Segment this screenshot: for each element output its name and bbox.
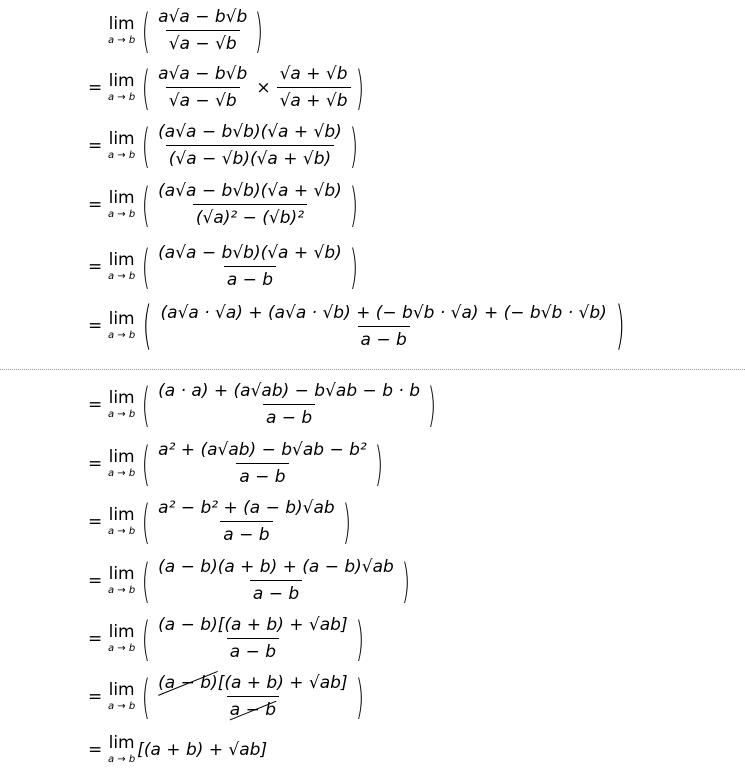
fraction: $\frac{(a - b)[(a + b) + √ab]}{a - b}$ <box>158 673 348 720</box>
fraction-conjugate: $\frac{√a + √b}{√a + √b}$ <box>277 63 351 112</box>
step-12-final: = lim a → b [(a + b) + √ab] <box>88 733 268 765</box>
fraction: $\frac{\text{a² + (a√ab) − b√ab − b²}}{a - b}$ <box>158 440 367 487</box>
limit-operator: lim a → b <box>108 679 136 712</box>
fraction: $\frac{(a√a - b√b)(√a + √b)}{(√a - √b)(√a + √b)}$ <box>158 122 342 169</box>
step-5: = lim a → b ( $\frac{(a√a \cdot √a) + (a√a \cdot √b) + (- b√b \cdot √a) + (- b√b \cdot √b)}{a - b}$ ) <box>88 296 625 356</box>
fraction: $\frac{a√a - b√b}{√a - √b}$ <box>158 64 248 111</box>
fraction: $\frac{(a \cdot a) + (a√ab) - b√ab - b \cdot b}{a - b}$ <box>158 381 420 428</box>
cancelled-factor: (a − b) <box>158 673 218 693</box>
fraction: $\frac{(a - b)(a + b) + (a - b)√ab}{a - b}$ <box>158 557 394 604</box>
fraction: $\frac{(a√a \cdot √a) + (a√a \cdot √b) + (- b√b \cdot √a) + (- b√b \cdot √b)}{a - b}$ <box>160 302 607 350</box>
fraction: $\frac{a√a - b√b}{√a - √b}$ <box>158 7 248 54</box>
limit-operator: lim a → b <box>108 70 136 103</box>
step-1: = lim a → b ( $\frac{a√a - b√b}{√a - √b}$ × $\frac{√a + √b}{√a + √b}$ ) <box>88 60 364 115</box>
fraction: $\frac{\text{a² − b² + (a − b)√ab}}{a - b}$ <box>158 498 335 545</box>
limit-operator: lim a → b <box>108 563 136 596</box>
final-expression: [(a + b) + √ab] <box>137 740 268 760</box>
limit-operator: lim a → b <box>108 387 136 420</box>
limit-operator: lim a → b <box>108 504 136 537</box>
limit-operator: lim a → b <box>108 446 136 479</box>
step-8: = lim a → b ( $\frac{\text{a² − b² + (a − b)√ab}}{a - b}$ ) <box>88 494 351 549</box>
step-9: = lim a → b ( $\frac{(a - b)(a + b) + (a - b)√ab}{a - b}$ ) <box>88 553 410 608</box>
section-divider <box>0 369 745 370</box>
step-4: = lim a → b ( $\frac{(a√a - b√b)(√a + √b)}{a - b}$ ) <box>88 239 358 294</box>
step-7: = lim a → b ( $\frac{\text{a² + (a√ab) − b√ab − b²}}{a - b}$ ) <box>88 436 383 491</box>
step-11: = lim a → b ( $\frac{(a - b)[(a + b) + √ab]}{a - b}$ ) <box>88 669 364 724</box>
limit-operator: lim a → b <box>108 309 136 341</box>
step-2: = lim a → b ( $\frac{(a√a - b√b)(√a + √b)}{(√a - √b)(√a + √b)}$ ) <box>88 118 358 173</box>
fraction: $\frac{(a√a - b√b)(√a + √b)}{\text{(√a)² − (√b)²}}$ <box>158 181 342 228</box>
limit-operator: lim a → b <box>108 187 136 220</box>
limit-operator: lim a → b <box>108 13 136 46</box>
limit-operator: lim a → b <box>108 249 136 282</box>
step-6: = lim a → b ( $\frac{(a \cdot a) + (a√ab) - b√ab - b \cdot b}{a - b}$ ) <box>88 377 437 432</box>
limit-operator: lim a → b <box>108 733 136 765</box>
step-10: = lim a → b ( $\frac{(a - b)[(a + b) + √ab]}{a - b}$ ) <box>88 611 364 666</box>
fraction: $\frac{(a - b)[(a + b) + √ab]}{a - b}$ <box>158 615 348 662</box>
fraction: $\frac{(a√a - b√b)(√a + √b)}{a - b}$ <box>158 243 342 290</box>
step-3: = lim a → b ( $\frac{(a√a - b√b)(√a + √b)}{\text{(√a)² − (√b)²}}$ ) <box>88 177 358 232</box>
limit-operator: lim a → b <box>108 621 136 654</box>
cancelled-denominator: a − b <box>229 700 277 720</box>
limit-operator: lim a → b <box>108 128 136 161</box>
step-0: lim a → b ( $\frac{a√a - b√b}{√a - √b}$ ) <box>108 3 264 58</box>
